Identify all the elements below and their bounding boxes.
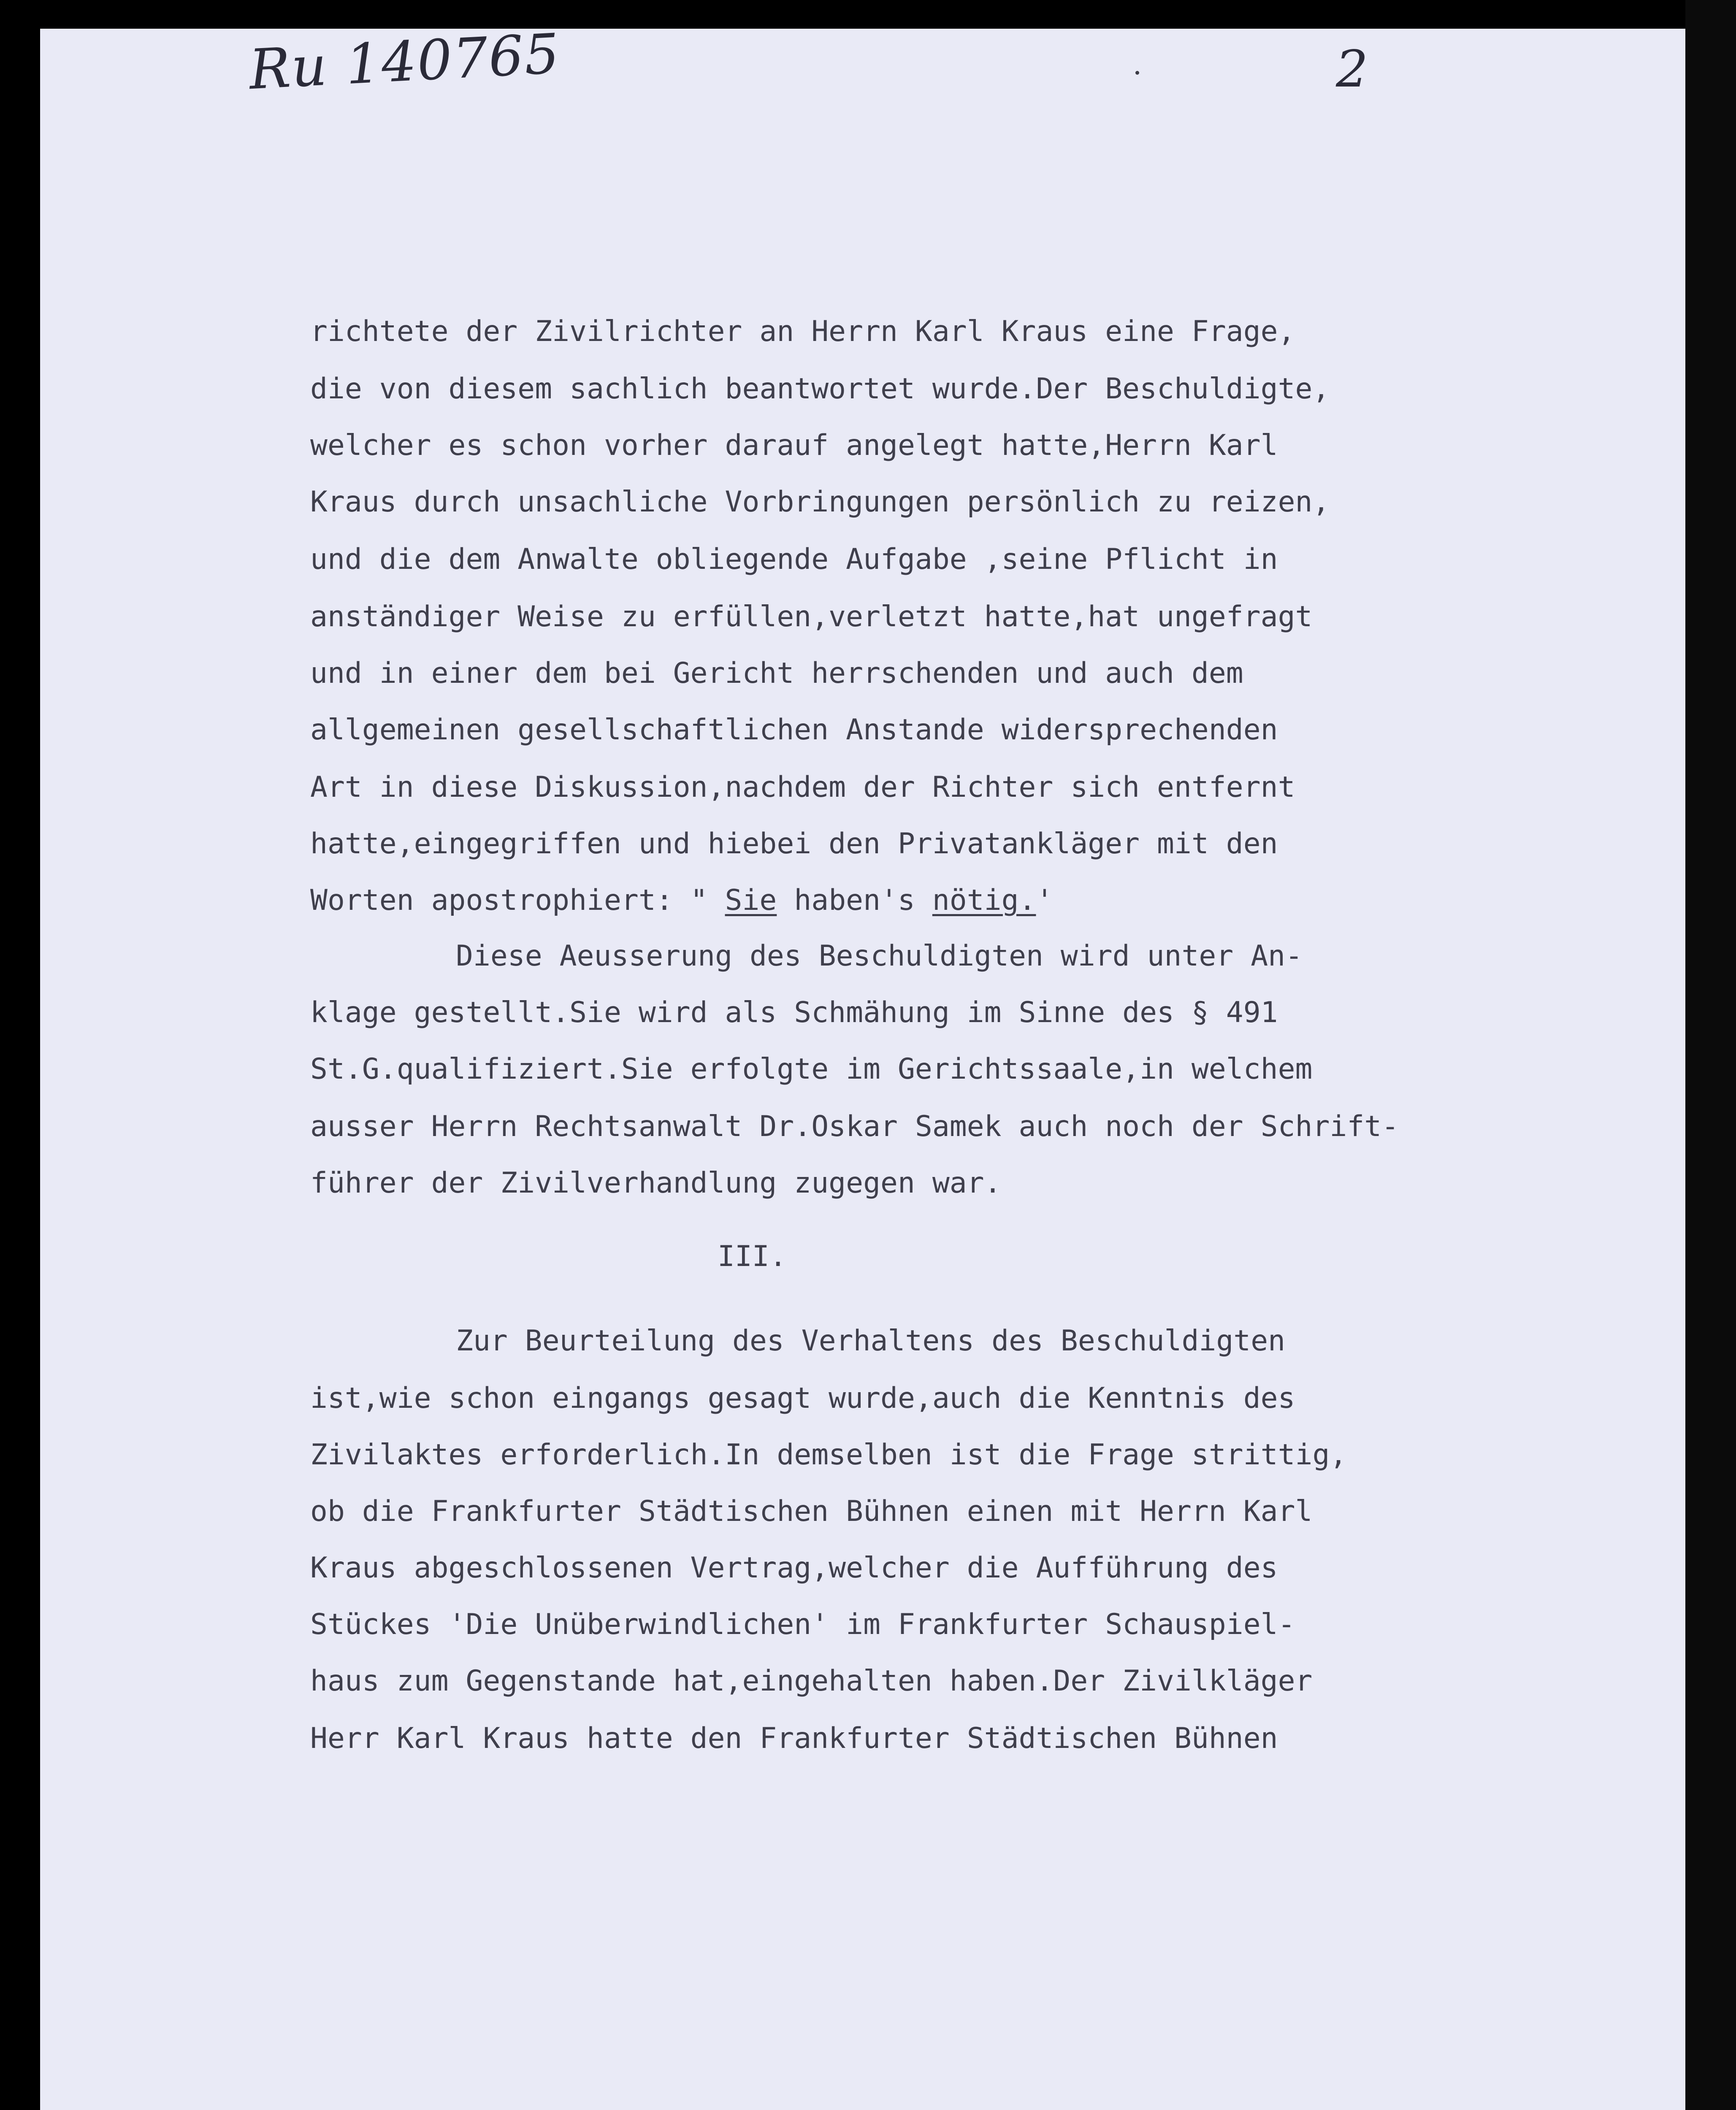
text-line: anständiger Weise zu erfüllen,verletzt hatte,hat ungefragt (310, 600, 1313, 633)
text-line: richtete der Zivilrichter an Herrn Karl Kraus eine Frage, (310, 315, 1295, 348)
text-line: klage gestellt.Sie wird als Schmähung im Sinne des § 491 (310, 996, 1278, 1029)
text-line: ob die Frankfurter Städtischen Bühnen einen mit Herrn Karl (310, 1495, 1313, 1528)
text-line: allgemeinen gesellschaftlichen Anstande widersprechenden (310, 713, 1278, 747)
text-line: Diese Aeusserung des Beschuldigten wird unter An- (456, 939, 1303, 973)
page-number: 2 (1336, 40, 1368, 99)
text-line: haus zum Gegenstande hat,eingehalten haben.Der Zivilkläger (310, 1664, 1313, 1698)
text-line: welcher es schon vorher darauf angelegt hatte,Herrn Karl (310, 429, 1278, 462)
text-line: die von diesem sachlich beantwortet wurde.Der Beschuldigte, (310, 372, 1330, 406)
text-line: ausser Herrn Rechtsanwalt Dr.Oskar Samek auch noch der Schrift- (310, 1110, 1399, 1143)
text-line: hatte,eingegriffen und hiebei den Privatankläger mit den (310, 827, 1278, 860)
quote-suffix: ' (1036, 884, 1054, 917)
text-line: führer der Zivilverhandlung zugegen war. (310, 1166, 1002, 1200)
text-line: Kraus abgeschlossenen Vertrag,welcher die Aufführung des (310, 1551, 1278, 1585)
scan-border (1685, 0, 1736, 2110)
archive-number: Ru 140765 (247, 21, 562, 102)
text-line: und in einer dem bei Gericht herrschenden und auch dem (310, 657, 1243, 690)
quote-prefix: Worten apostrophiert: " (310, 884, 725, 917)
text-line: St.G.qualifiziert.Sie erfolgte im Gerichtssaale,in welchem (310, 1052, 1313, 1086)
text-line: Kraus durch unsachliche Vorbringungen persönlich zu reizen, (310, 485, 1330, 519)
text-line: Zur Beurteilung des Verhaltens des Beschuldigten (456, 1324, 1286, 1358)
text-line: Art in diese Diskussion,nachdem der Richter sich entfernt (310, 771, 1295, 804)
text-line: Stückes 'Die Unüberwindlichen' im Frankfurter Schauspiel- (310, 1608, 1295, 1641)
text-line: und die dem Anwalte obliegende Aufgabe ,seine Pflicht in (310, 543, 1278, 576)
quote-middle: haben's (777, 884, 932, 917)
quote-emphasis: nötig. (932, 884, 1036, 917)
section-heading: III. (718, 1240, 787, 1273)
quote-emphasis: Sie (725, 884, 777, 917)
text-line: Zivilaktes erforderlich.In demselben ist die Frage strittig, (310, 1438, 1347, 1472)
quote-line (310, 886, 1053, 915)
text-line: Herr Karl Kraus hatte den Frankfurter Städtischen Bühnen (310, 1722, 1278, 1755)
ink-mark (1135, 71, 1139, 75)
text-line: ist,wie schon eingangs gesagt wurde,auch die Kenntnis des (310, 1382, 1295, 1415)
